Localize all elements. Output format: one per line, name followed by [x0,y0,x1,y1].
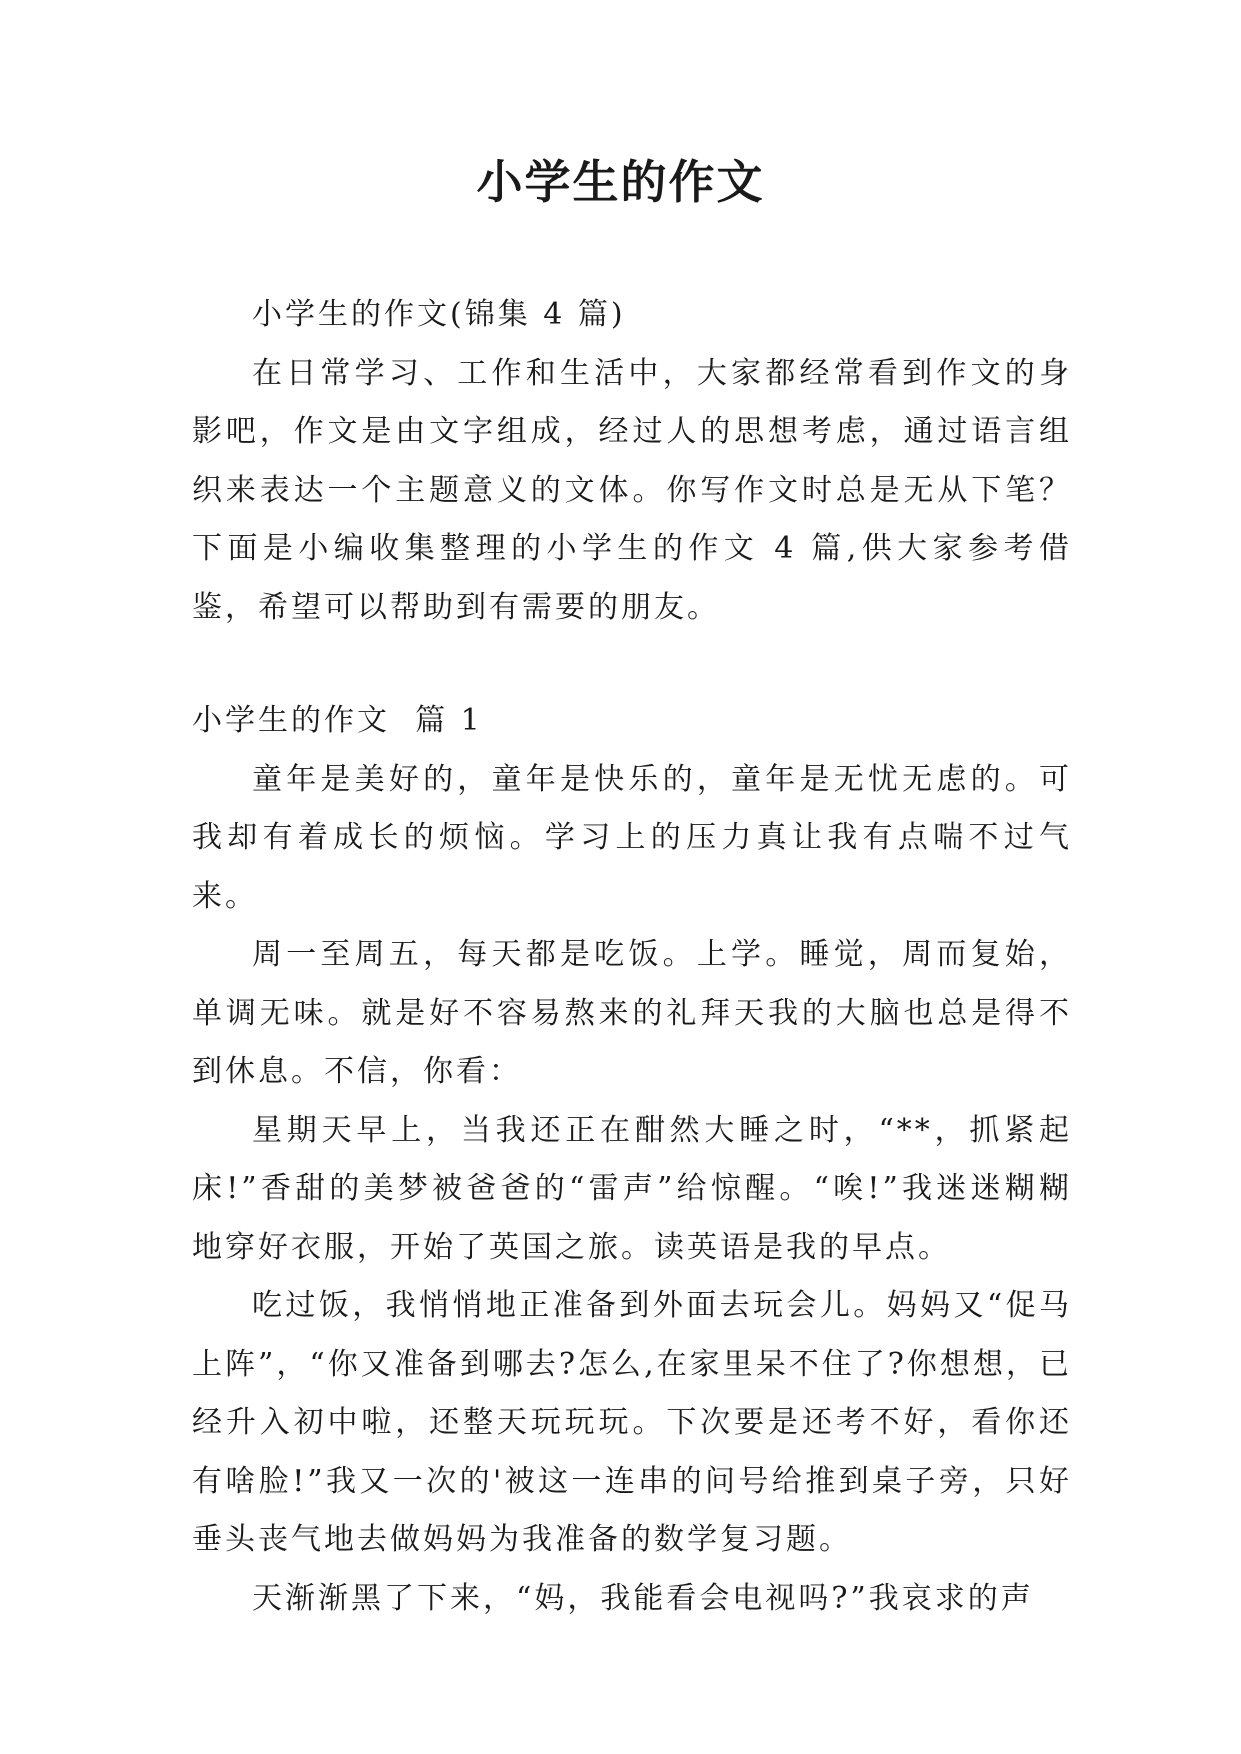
section-paragraph: 童年是美好的，童年是快乐的，童年是无忧无虑的。可我却有着成长的烦恼。学习上的压力真让我有点喘不过气来。 [192,761,1072,914]
document-title: 小学生的作文 [476,155,765,209]
section-1 [192,692,1072,1628]
section-paragraph: 周一至周五，每天都是吃饭。上学。睡觉，周而复始，单调无味。就是好不容易熬来的礼拜天我的大脑也总是得不到休息。不信，你看： [192,937,1072,1089]
section-paragraph: 星期天早上，当我还正在酣然大睡之时，“**，抓紧起床!”香甜的美梦被爸爸的“雷声”给惊醒。“唉!”我迷迷糊糊地穿好衣服，开始了英国之旅。读英语是我的早点。 [192,1112,1072,1265]
intro-paragraph: 在日常学习、工作和生活中，大家都经常看到作文的身影吧，作文是由文字组成，经过人的思想考虑，通过语言组织来表达一个主题意义的文体。你写作文时总是无从下笔？下面是小编收集整理的小学生的作文 4 篇,供大家参考借鉴，希望可以帮助到有需要的朋友。 [192,355,1072,625]
intro-block [192,286,1072,637]
section-paragraph: 天渐渐黑了下来，“妈，我能看会电视吗?”我哀求的声 [252,1580,1034,1616]
section-paragraph: 吃过饭，我悄悄地正准备到外面去玩会儿。妈妈又“促马上阵”，“你又准备到哪去?怎么,在家里呆不住了?你想想，已经升入初中啦，还整天玩玩玩。下次要是还考不好，看你还有啥脸!”我又一次的'被这一连串的问号给推到桌子旁，只好垂头丧气地去做妈妈为我准备的数学复习题。 [192,1288,1072,1557]
section-heading: 小学生的作文 篇 1 [192,703,483,738]
document-subtitle: 小学生的作文(锦集 4 篇) [252,297,626,332]
